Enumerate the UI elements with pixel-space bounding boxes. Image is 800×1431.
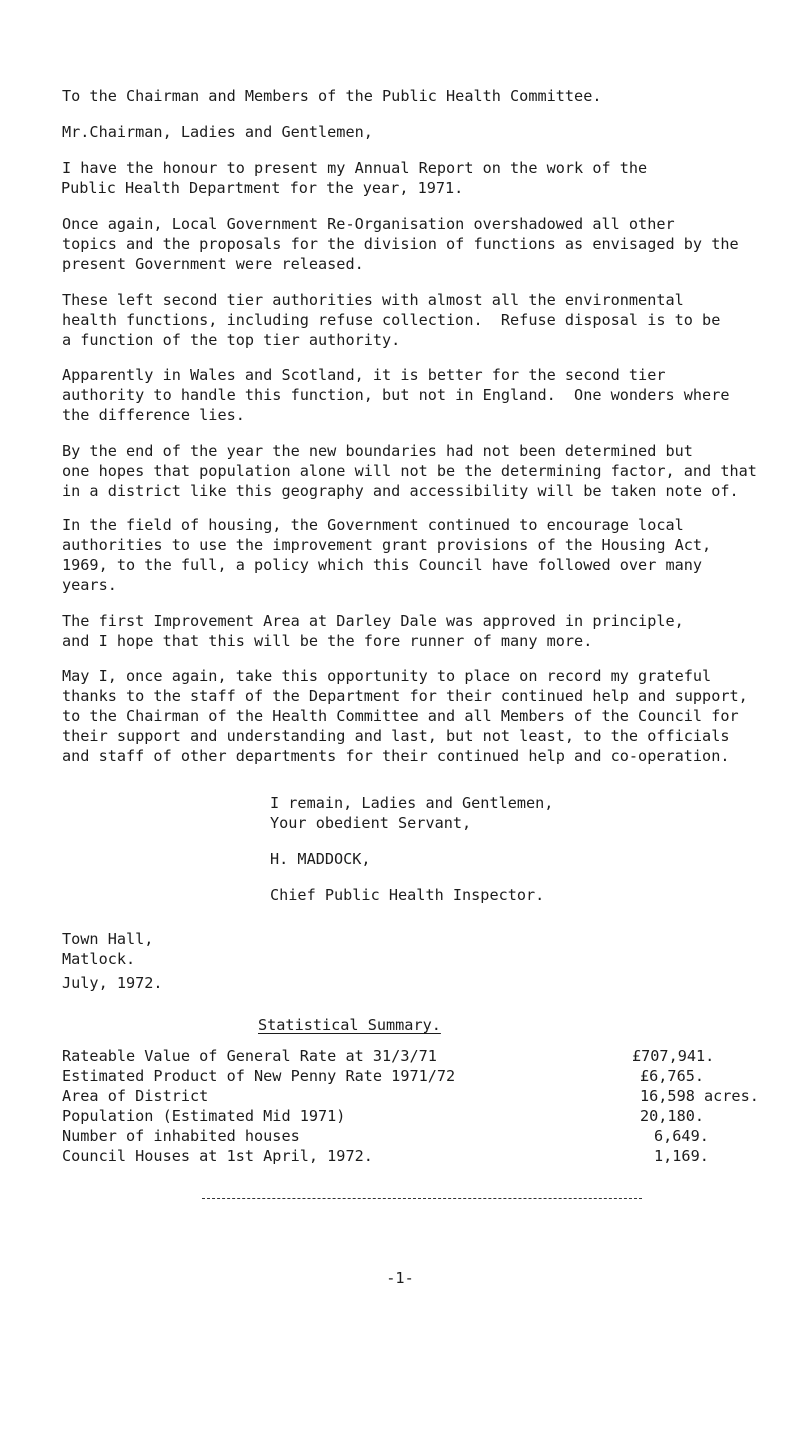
page-number: -1- — [386, 1269, 414, 1287]
paragraph-wales-scotland: Apparently in Wales and Scotland, it is better for the second tier authority to handle this function, but not in England. One wonders where the difference lies. — [62, 366, 730, 424]
addressee-line: To the Chairman and Members of the Public Health Committee. — [62, 87, 602, 105]
address-line-town-hall: Town Hall, — [62, 930, 154, 948]
stat-row — [62, 1146, 762, 1166]
stat-label: Rateable Value of General Rate at 31/3/71 — [62, 1047, 437, 1065]
statistical-summary-table — [62, 1046, 762, 1166]
address-line-matlock: Matlock. — [62, 950, 136, 968]
closing-servant: Your obedient Servant, — [270, 814, 472, 832]
report-date: July, 1972. — [62, 974, 163, 992]
stat-value: 1,169. — [654, 1147, 709, 1165]
signatory-name: H. MADDOCK, — [270, 850, 371, 868]
paragraph-improvement-area: The first Improvement Area at Darley Dale was approved in principle, and I hope that this will be the fore runner of many more. — [62, 612, 684, 650]
stat-value: £6,765. — [640, 1067, 705, 1085]
address-block — [62, 929, 163, 993]
paragraph-housing: In the field of housing, the Government continued to encourage local authorities to use the improvement grant provisions of the Housing Act, 1969, to the full, a policy which this Council have followed over many years. — [62, 516, 712, 594]
greeting: Mr.Chairman, Ladies and Gentlemen, — [62, 123, 373, 141]
stat-row — [62, 1126, 762, 1146]
stat-value: 20,180. — [640, 1107, 705, 1125]
stat-label: Area of District — [62, 1087, 209, 1105]
closing-remain: I remain, Ladies and Gentlemen, — [270, 794, 554, 812]
signatory-title: Chief Public Health Inspector. — [270, 886, 545, 904]
paragraph-second-tier: These left second tier authorities with almost all the environmental health functions, including refuse collection. Refuse disposal is to be a function of the top tier authority. — [62, 291, 721, 349]
paragraph-boundaries: By the end of the year the new boundaries had not been determined but one hopes that population alone will not be the determining factor, and that in a district like this geography and accessibility will be taken note of. — [62, 442, 757, 500]
stat-label: Number of inhabited houses — [62, 1127, 300, 1145]
stat-row — [62, 1066, 762, 1086]
stat-label: Council Houses at 1st April, 1972. — [62, 1147, 373, 1165]
stat-value: 16,598 acres. — [640, 1087, 759, 1105]
stat-row — [62, 1106, 762, 1126]
statistical-summary-heading: Statistical Summary. — [258, 1016, 441, 1034]
paragraph-reorganisation: Once again, Local Government Re-Organisation overshadowed all other topics and the proposals for the division of functions as envisaged by the present Government were released. — [62, 215, 739, 273]
section-divider — [202, 1198, 642, 1199]
stat-row — [62, 1086, 762, 1106]
stat-value: 6,649. — [654, 1127, 709, 1145]
stat-label: Population (Estimated Mid 1971) — [62, 1107, 346, 1125]
paragraph-report-intro: I have the honour to present my Annual Report on the work of the Public Health Department for the year, 1971. — [61, 159, 648, 197]
stat-value: £707,941. — [632, 1047, 715, 1065]
stat-label: Estimated Product of New Penny Rate 1971/72 — [62, 1067, 456, 1085]
paragraph-thanks: May I, once again, take this opportunity to place on record my grateful thanks to the staff of the Department for their continued help and support, to the Chairman of the Health Committee and all Members of the Council for their support and understanding and last, but not least, to the officials and staff of other departments for their continued help and co-operation. — [62, 667, 748, 765]
stat-row — [62, 1046, 762, 1066]
